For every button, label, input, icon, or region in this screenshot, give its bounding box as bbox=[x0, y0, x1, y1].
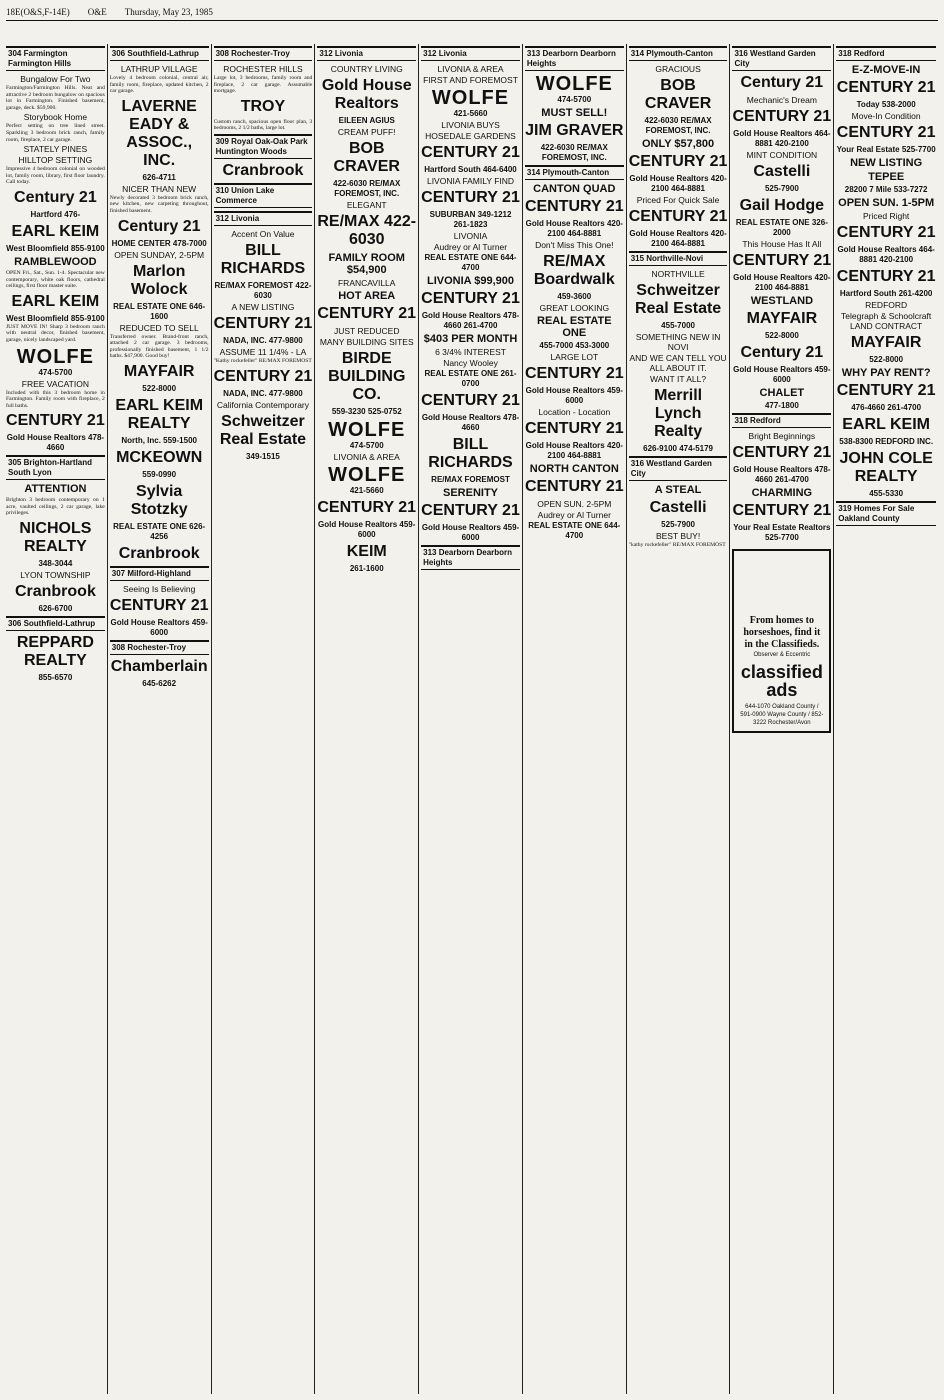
ad-headline: FAMILY ROOM $54,900 bbox=[328, 252, 405, 276]
ad-subhead: MINT CONDITION bbox=[746, 150, 818, 160]
broker-phone: Gold House Realtors 478-4660 bbox=[421, 413, 520, 432]
broker-name: CENTURY 21 bbox=[421, 189, 520, 206]
broker-phone: Gold House Realtors 464-8881 420-2100 bbox=[837, 245, 935, 264]
broker-name: CENTURY 21 bbox=[732, 502, 832, 519]
ad-text: JUST MOVE IN! Sharp 3 bedroom ranch with neutral decor, finished basement, garage, nicely landscaped yard. bbox=[6, 323, 105, 343]
broker-phone: 538-8300 REDFORD INC. bbox=[839, 437, 934, 446]
section-header: 308 Rochester-Troy bbox=[214, 46, 313, 61]
broker-name: EARL KEIM bbox=[11, 222, 100, 240]
broker-name: Century 21 bbox=[740, 74, 824, 91]
column-6 bbox=[525, 44, 627, 1394]
broker-phone: 626-9100 474-5179 bbox=[643, 444, 713, 453]
ad-headline: MUST SELL! bbox=[541, 107, 608, 119]
ad-headline: ATTENTION bbox=[24, 483, 87, 496]
broker-phone: Gold House Realtors 420-2100 464-8881 bbox=[733, 273, 831, 292]
ad-text: Impressive 4 bedroom colonial on wooded lot, family room, library, first floor laundry. Call today. bbox=[6, 166, 105, 186]
broker-phone: 525-7900 bbox=[661, 520, 695, 529]
ad-subhead: FREE VACATION bbox=[21, 378, 89, 389]
broker-name: Century 21 bbox=[740, 344, 824, 361]
promo-phones: 644-1070 Oakland County / 591-0900 Wayne County / 852-3222 Rochester/Avon bbox=[740, 704, 824, 726]
broker-name: JIM GRAVER bbox=[525, 122, 624, 139]
section-code: 18E(O&S,F-14E) bbox=[6, 7, 70, 17]
broker-phone: 522-8000 bbox=[869, 355, 904, 364]
section-header: 313 Dearborn Dearborn Heights bbox=[525, 46, 624, 71]
ad-subhead: Storybook Home bbox=[23, 112, 88, 123]
broker-name: CENTURY 21 bbox=[317, 499, 417, 516]
broker-phone: 421-5660 bbox=[349, 486, 384, 495]
broker-name: BILL RICHARDS bbox=[220, 241, 306, 277]
ad-subhead: ASSUME 11 1/4% - LA bbox=[219, 346, 307, 357]
ad-text: Newly decorated 3 bedroom brick ranch, new kitchen, new carpeting throughout, finished basement. bbox=[109, 194, 209, 214]
broker-name: Schweitzer Real Estate bbox=[219, 412, 307, 448]
broker-name: EARL KEIM REALTY bbox=[115, 396, 204, 432]
section-header: 313 Dearborn Dearborn Heights bbox=[421, 545, 520, 570]
section-header: 315 Northville-Novi bbox=[629, 251, 728, 266]
promo-name: classified ads bbox=[740, 662, 823, 700]
ad-headline: HOT AREA bbox=[338, 290, 396, 302]
ad-subhead: CREAM PUFF! bbox=[337, 127, 396, 137]
column-9 bbox=[836, 44, 938, 1394]
ad-subhead: Audrey or Al Turner bbox=[537, 510, 611, 520]
broker-phone: RE/MAX FOREMOST 422-6030 bbox=[214, 280, 312, 300]
broker-name: CENTURY 21 bbox=[732, 108, 832, 125]
ad-subhead: Accent On Value bbox=[231, 228, 295, 239]
ad-subhead: MANY BUILDING SITES bbox=[319, 337, 414, 347]
broker-phone: 645-6262 bbox=[142, 678, 177, 688]
broker-name: Century 21 bbox=[117, 217, 201, 235]
ad-subhead: ROCHESTER HILLS bbox=[223, 64, 303, 74]
broker-logo: WOLFE bbox=[16, 345, 94, 368]
broker-name: CENTURY 21 bbox=[524, 420, 624, 437]
ad-subhead: OPEN SUNDAY, 2-5PM bbox=[114, 249, 205, 260]
broker-name: RE/MAX 422-6030 bbox=[317, 213, 417, 248]
ad-headline: TEPEE bbox=[868, 171, 905, 183]
broker-name: CENTURY 21 bbox=[732, 252, 832, 269]
broker-phone: 559-3230 525-0752 bbox=[331, 407, 402, 416]
ad-subhead: STATELY PINES bbox=[23, 144, 88, 155]
broker-name: Century 21 bbox=[14, 188, 97, 206]
ad-subhead: OPEN SUN. 2-5PM bbox=[537, 499, 612, 509]
broker-name: CENTURY 21 bbox=[6, 412, 105, 430]
ad-subhead: LIVONIA bbox=[453, 231, 488, 241]
broker-phone: Gold House Realtors 459-6000 bbox=[110, 617, 208, 637]
ad-text: "kathy rockefeller" RE/MAX FOREMOST bbox=[628, 542, 726, 548]
broker-phone: 455-5330 bbox=[869, 489, 904, 498]
ad-subhead: Nancy Wooley bbox=[443, 358, 498, 368]
ad-subhead: Mechanic's Dream bbox=[746, 95, 817, 105]
ad-subhead: A NEW LISTING bbox=[231, 301, 295, 312]
ad-text: Brighton 3 bedroom contemporary on 1 acre, vaulted ceilings, 2 car garage, lake privileges. bbox=[6, 497, 105, 517]
section-header: 314 Plymouth-Canton bbox=[525, 165, 624, 180]
section-header: 318 Redford bbox=[836, 46, 936, 61]
section-header: 316 Westland Garden City bbox=[732, 46, 831, 71]
section-header: 318 Redford bbox=[732, 413, 831, 428]
broker-name: CENTURY 21 bbox=[836, 268, 936, 285]
broker-name: CENTURY 21 bbox=[836, 79, 936, 96]
broker-name: Merrill Lynch Realty bbox=[654, 387, 703, 440]
column-2 bbox=[110, 44, 212, 1394]
broker-name: MAYFAIR bbox=[746, 310, 818, 327]
ad-subhead: BEST BUY! bbox=[655, 531, 701, 541]
ad-subhead: WANT IT ALL? bbox=[650, 374, 707, 384]
broker-phone: Gold House Realtors 420-2100 464-8881 bbox=[629, 229, 727, 248]
broker-phone: 626-6700 bbox=[38, 604, 73, 614]
broker-phone: 422-6030 RE/MAX FOREMOST, INC. bbox=[644, 116, 712, 135]
ad-subhead: Don't Miss This One! bbox=[535, 240, 614, 250]
broker-name: Castelli bbox=[753, 163, 811, 180]
broker-name: CENTURY 21 bbox=[421, 144, 520, 161]
broker-name: MAYFAIR bbox=[123, 362, 195, 380]
broker-phone: 455-7000 453-3000 bbox=[539, 341, 610, 350]
broker-phone: 522-8000 bbox=[764, 331, 799, 340]
broker-phone: Gold House Realtors 459-6000 bbox=[733, 365, 831, 384]
broker-phone: Gold House Realtors 459-6000 bbox=[421, 523, 520, 542]
broker-phone: North, Inc. 559-1500 bbox=[121, 435, 197, 445]
ad-subhead: COUNTRY LIVING bbox=[330, 64, 403, 74]
broker-phone: Hartford South 464-6400 bbox=[424, 165, 517, 174]
classifieds-promo-box bbox=[732, 549, 831, 733]
column-8 bbox=[732, 44, 834, 1394]
broker-phone: REAL ESTATE ONE 646-1600 bbox=[113, 301, 206, 321]
ad-subhead: Bright Beginnings bbox=[748, 431, 816, 441]
broker-name: CENTURY 21 bbox=[421, 290, 520, 307]
broker-logo: WOLFE bbox=[431, 87, 510, 109]
ad-headline: CHALET bbox=[759, 387, 805, 399]
ad-text: "Kathy rockefeller" RE/MAX FOREMOST bbox=[213, 357, 312, 364]
broker-phone: 421-5660 bbox=[453, 109, 488, 118]
broker-phone: 522-8000 bbox=[142, 383, 177, 393]
broker-name: Gail Hodge bbox=[739, 197, 825, 214]
broker-phone: REAL ESTATE ONE 261-0700 bbox=[424, 369, 517, 388]
ad-text: Custom ranch, spacious open floor plan, 3 bedrooms, 2 1/2 baths, large lot. bbox=[213, 118, 313, 132]
broker-phone: Your Real Estate Realtors 525-7700 bbox=[733, 523, 831, 542]
broker-phone: 477-1800 bbox=[764, 401, 799, 410]
ad-subhead: LIVONIA & AREA bbox=[333, 452, 400, 462]
broker-phone: 455-7000 bbox=[661, 321, 695, 330]
broker-name: Cranbrook bbox=[118, 544, 200, 562]
column-4 bbox=[317, 44, 419, 1394]
ad-subhead: Bungalow For Two bbox=[20, 74, 91, 84]
ad-text: Large lot, 3 bedrooms, family room and fireplace, 2 car garage. Assumable mortgage. bbox=[213, 75, 313, 95]
section-header: 306 Southfield-Lathrup bbox=[6, 616, 105, 631]
broker-name: BIRDE BUILDING CO. bbox=[328, 350, 406, 403]
broker-phone: 261-1600 bbox=[349, 564, 384, 573]
broker-name: NICHOLS REALTY bbox=[19, 520, 92, 556]
ad-text: Farmington/Farmington Hills. Neat and attractive 2 bedroom bungalow on spacious lot in Farmington. Finished basement, garage, deck. $59,900. bbox=[6, 85, 105, 111]
broker-name: CENTURY 21 bbox=[524, 365, 624, 382]
section-header: 312 Livonia bbox=[421, 46, 520, 61]
broker-name: CENTURY 21 bbox=[213, 314, 313, 332]
broker-name: Schweitzer Real Estate bbox=[634, 282, 722, 317]
ad-text: Transferred owner. Brand-front ranch, attached 2 car garage. 3 bedrooms, professionally finished basement, 1 1/2 baths. $47,900. Good buy! bbox=[109, 333, 209, 360]
ad-headline: CANTON QUAD bbox=[533, 183, 616, 195]
ad-subhead: Location - Location bbox=[538, 407, 611, 417]
ad-subhead: FIRST AND FOREMOST bbox=[423, 75, 518, 85]
broker-phone: 476-4660 261-4700 bbox=[851, 403, 922, 412]
broker-phone: Gold House Realtors 459-6000 bbox=[318, 520, 416, 539]
broker-phone: REAL ESTATE ONE 644-4700 bbox=[424, 253, 517, 272]
broker-logo: WOLFE bbox=[535, 73, 613, 95]
ad-headline: E-Z-MOVE-IN bbox=[851, 64, 921, 76]
ad-headline: WESTLAND bbox=[750, 295, 814, 307]
broker-phone: 422-6030 RE/MAX FOREMOST, INC. bbox=[540, 143, 608, 162]
broker-phone: 474-5700 bbox=[557, 95, 592, 104]
broker-name: Marlon Wolock bbox=[130, 262, 188, 298]
broker-phone: Gold House Realtors 459-6000 bbox=[525, 386, 623, 405]
section-header: 308 Rochester-Troy bbox=[110, 640, 209, 655]
broker-name: CENTURY 21 bbox=[836, 224, 936, 241]
paper-name: O&E bbox=[87, 7, 107, 17]
broker-name: CENTURY 21 bbox=[836, 382, 936, 399]
ad-subhead: California Contemporary bbox=[216, 399, 310, 410]
ad-text: Included with this 3 bedroom home in Farmington. Family room with fireplace, 2 full baths. bbox=[6, 389, 105, 409]
broker-phone: REAL ESTATE ONE 644-4700 bbox=[528, 521, 621, 540]
ad-subhead: LATHRUP VILLAGE bbox=[120, 64, 198, 74]
broker-phone: Gold House Realtors 478-4660 261-4700 bbox=[733, 465, 831, 484]
broker-name: EARL KEIM bbox=[842, 416, 930, 433]
broker-phone: Gold House Realtors 420-2100 464-8881 bbox=[525, 219, 623, 238]
ad-subhead: NICER THAN NEW bbox=[122, 183, 197, 194]
broker-phone: 474-5700 bbox=[349, 441, 384, 450]
broker-phone: 28200 7 Mile 533-7272 bbox=[844, 185, 928, 194]
ad-headline: OPEN SUN. 1-5PM bbox=[838, 197, 935, 209]
issue-date: Thursday, May 23, 1985 bbox=[124, 7, 213, 17]
broker-name: EARL KEIM bbox=[11, 292, 100, 310]
broker-name: CENTURY 21 bbox=[628, 208, 728, 225]
broker-name: Gold House Realtors bbox=[321, 77, 412, 112]
ad-subhead: This House Has It All bbox=[742, 239, 822, 249]
ad-text: OPEN Fri., Sat., Sun. 1-4. Spectacular new contemporary, white oak floors, cathedral ceilings, first floor master suite. bbox=[6, 269, 105, 290]
broker-name: KEIM bbox=[346, 543, 387, 560]
section-header: 309 Royal Oak-Oak Park Huntington Woods bbox=[214, 134, 313, 159]
broker-name: CENTURY 21 bbox=[421, 392, 520, 409]
broker-name: JOHN COLE REALTY bbox=[839, 450, 933, 485]
ad-text: Lovely 4 bedroom colonial, central air, family room, fireplace, updated kitchen, 2 car garage. bbox=[109, 75, 209, 95]
ad-subhead: AND WE CAN TELL YOU ALL ABOUT IT. bbox=[629, 353, 727, 373]
section-header: 314 Plymouth-Canton bbox=[629, 46, 728, 61]
classifieds-page bbox=[6, 44, 938, 1394]
broker-phone: Gold House Realtors 478-4660 bbox=[6, 433, 105, 453]
section-header: 306 Southfield-Lathrup bbox=[110, 46, 209, 61]
broker-phone: 349-1515 bbox=[246, 451, 280, 461]
broker-phone: SUBURBAN 349-1212 261-1823 bbox=[429, 210, 512, 229]
broker-name: BOB CRAVER bbox=[644, 77, 712, 112]
ad-subhead: NORTHVILLE bbox=[651, 269, 705, 279]
broker-phone: Hartford 476- bbox=[30, 209, 81, 219]
ad-subhead: REDUCED TO SELL bbox=[119, 322, 199, 333]
broker-phone: REAL ESTATE ONE 326-2000 bbox=[735, 218, 828, 237]
ad-subhead: HOSEDALE GARDENS bbox=[425, 131, 516, 141]
masthead bbox=[6, 4, 938, 21]
broker-phone: Gold House Realtors 420-2100 464-8881 bbox=[525, 441, 623, 460]
ad-subhead: ELEGANT bbox=[346, 200, 387, 210]
broker-phone: West Bloomfield 855-9100 bbox=[6, 243, 105, 253]
ad-subhead: Audrey or Al Turner bbox=[433, 242, 508, 252]
broker-phone: Gold House Realtors 478-4660 261-4700 bbox=[421, 311, 520, 330]
broker-name: CENTURY 21 bbox=[317, 305, 417, 322]
ad-subhead: LARGE LOT bbox=[550, 352, 599, 362]
broker-logo: WOLFE bbox=[328, 419, 406, 441]
ad-headline: $403 PER MONTH bbox=[423, 333, 518, 345]
broker-name: Sylvia Stotzky bbox=[130, 482, 188, 518]
column-5 bbox=[421, 44, 523, 1394]
ad-subhead: HILLTOP SETTING bbox=[18, 155, 93, 166]
broker-phone: 348-3044 bbox=[38, 559, 73, 569]
broker-name: LAVERNE EADY & ASSOC., INC. bbox=[121, 97, 197, 169]
broker-phone: West Bloomfield 855-9100 bbox=[6, 313, 105, 323]
promo-brand: Observer & Eccentric bbox=[753, 652, 811, 658]
ad-subhead: Priced Right bbox=[862, 211, 910, 221]
section-header: 312 Livonia bbox=[214, 211, 313, 226]
section-header: 316 Westland Garden City bbox=[629, 456, 728, 481]
broker-name: BILL RICHARDS bbox=[428, 436, 513, 471]
broker-phone: Gold House Realtors 464-8881 420-2100 bbox=[733, 129, 831, 148]
broker-phone: 474-5700 bbox=[38, 367, 73, 377]
ad-headline: WHY PAY RENT? bbox=[841, 367, 931, 379]
ad-headline: RAMBLEWOOD bbox=[14, 255, 97, 268]
broker-phone: 855-6570 bbox=[38, 673, 73, 683]
broker-name: MCKEOWN bbox=[116, 448, 203, 466]
ad-subhead: REDFORD bbox=[865, 300, 908, 310]
column-3 bbox=[214, 44, 316, 1394]
broker-phone: 559-0990 bbox=[142, 469, 177, 479]
ad-headline: A STEAL bbox=[654, 484, 702, 496]
promo-tagline: From homes to horseshoes, find it in the Classifieds. bbox=[743, 615, 821, 650]
ad-headline: LIVONIA $99,900 bbox=[427, 275, 515, 287]
broker-phone: Today 538-2000 bbox=[856, 100, 916, 109]
broker-phone: 422-6030 RE/MAX FOREMOST, INC. bbox=[333, 179, 401, 198]
ad-headline: NEW LISTING bbox=[850, 157, 923, 169]
broker-name: MAYFAIR bbox=[850, 334, 922, 351]
broker-name: CENTURY 21 bbox=[524, 198, 624, 215]
ad-subhead: LIVONIA & AREA bbox=[437, 64, 504, 74]
broker-name: CENTURY 21 bbox=[524, 478, 624, 495]
broker-name: RE/MAX Boardwalk bbox=[533, 253, 615, 288]
ad-subhead: LYON TOWNSHIP bbox=[20, 570, 91, 581]
broker-phone: 459-3600 bbox=[557, 292, 592, 301]
broker-logo: WOLFE bbox=[328, 464, 406, 486]
column-7 bbox=[629, 44, 731, 1394]
ad-subhead: GREAT LOOKING bbox=[539, 303, 610, 313]
broker-name: BOB CRAVER bbox=[333, 140, 400, 175]
broker-name: Cranbrook bbox=[222, 161, 304, 179]
broker-phone: NADA, INC. 477-9800 bbox=[223, 335, 303, 345]
broker-phone: Hartford South 261-4200 bbox=[839, 289, 933, 298]
broker-name: CENTURY 21 bbox=[732, 444, 832, 461]
broker-name: CENTURY 21 bbox=[109, 596, 209, 614]
broker-phone: 626-4711 bbox=[142, 172, 176, 182]
broker-phone: REAL ESTATE ONE 626-4256 bbox=[113, 521, 206, 541]
broker-name: Chamberlain bbox=[110, 657, 208, 675]
ad-subhead: LIVONIA FAMILY FIND bbox=[426, 176, 515, 186]
ad-subhead: 6 3/4% INTEREST bbox=[435, 347, 506, 357]
broker-name: CENTURY 21 bbox=[836, 124, 936, 141]
ad-subhead: Priced For Quick Sale bbox=[636, 195, 720, 205]
ad-subhead: Move-In Condition bbox=[851, 111, 921, 121]
section-header: 310 Union Lake Commerce bbox=[214, 183, 313, 208]
ad-subhead: GRACIOUS bbox=[655, 64, 701, 74]
ad-subhead: LIVONIA BUYS bbox=[441, 120, 500, 130]
ad-subhead: SOMETHING NEW IN NOVI bbox=[635, 332, 721, 352]
section-header: 304 Farmington Farmington Hills bbox=[6, 46, 105, 71]
section-header: 305 Brighton-Hartland South Lyon bbox=[6, 455, 105, 480]
ad-headline: SERENITY bbox=[443, 487, 499, 499]
ad-headline: ONLY $57,800 bbox=[641, 138, 715, 150]
broker-name: TROY bbox=[240, 97, 286, 115]
broker-name: CENTURY 21 bbox=[213, 367, 313, 385]
ad-headline: CHARMING bbox=[751, 487, 813, 499]
broker-phone: RE/MAX FOREMOST bbox=[431, 475, 510, 484]
broker-name: CENTURY 21 bbox=[628, 153, 728, 170]
ad-headline: REAL ESTATE ONE bbox=[537, 315, 612, 339]
section-header: 319 Homes For Sale Oakland County bbox=[836, 501, 936, 526]
ad-subhead: Seeing Is Believing bbox=[123, 583, 196, 594]
broker-phone: HOME CENTER 478-7000 bbox=[111, 238, 207, 248]
ad-subhead: FRANCAVILLA bbox=[337, 278, 396, 288]
broker-name: Cranbrook bbox=[14, 583, 96, 601]
column-1 bbox=[6, 44, 108, 1394]
ad-subhead: JUST REDUCED bbox=[333, 326, 400, 336]
broker-phone: EILEEN AGIUS bbox=[338, 116, 395, 125]
broker-phone: 525-7900 bbox=[764, 184, 799, 193]
section-header: 307 Milford-Highland bbox=[110, 566, 209, 581]
broker-name: CENTURY 21 bbox=[421, 502, 520, 519]
ad-headline: NORTH CANTON bbox=[529, 463, 619, 475]
broker-phone: Your Real Estate 525-7700 bbox=[836, 145, 936, 154]
broker-name: Castelli bbox=[649, 499, 707, 516]
ad-subhead: Telegraph & Schoolcraft LAND CONTRACT bbox=[841, 311, 932, 331]
broker-phone: Gold House Realtors 420-2100 464-8881 bbox=[629, 174, 727, 193]
section-header: 312 Livonia bbox=[317, 46, 416, 61]
broker-phone: NADA, INC. 477-9800 bbox=[223, 388, 303, 398]
broker-name: REPPARD REALTY bbox=[16, 634, 94, 670]
ad-text: Perfect setting on tree lined street. Sparkling 3 bedroom brick ranch, family room, fireplace, 2 car garage. bbox=[6, 123, 105, 143]
